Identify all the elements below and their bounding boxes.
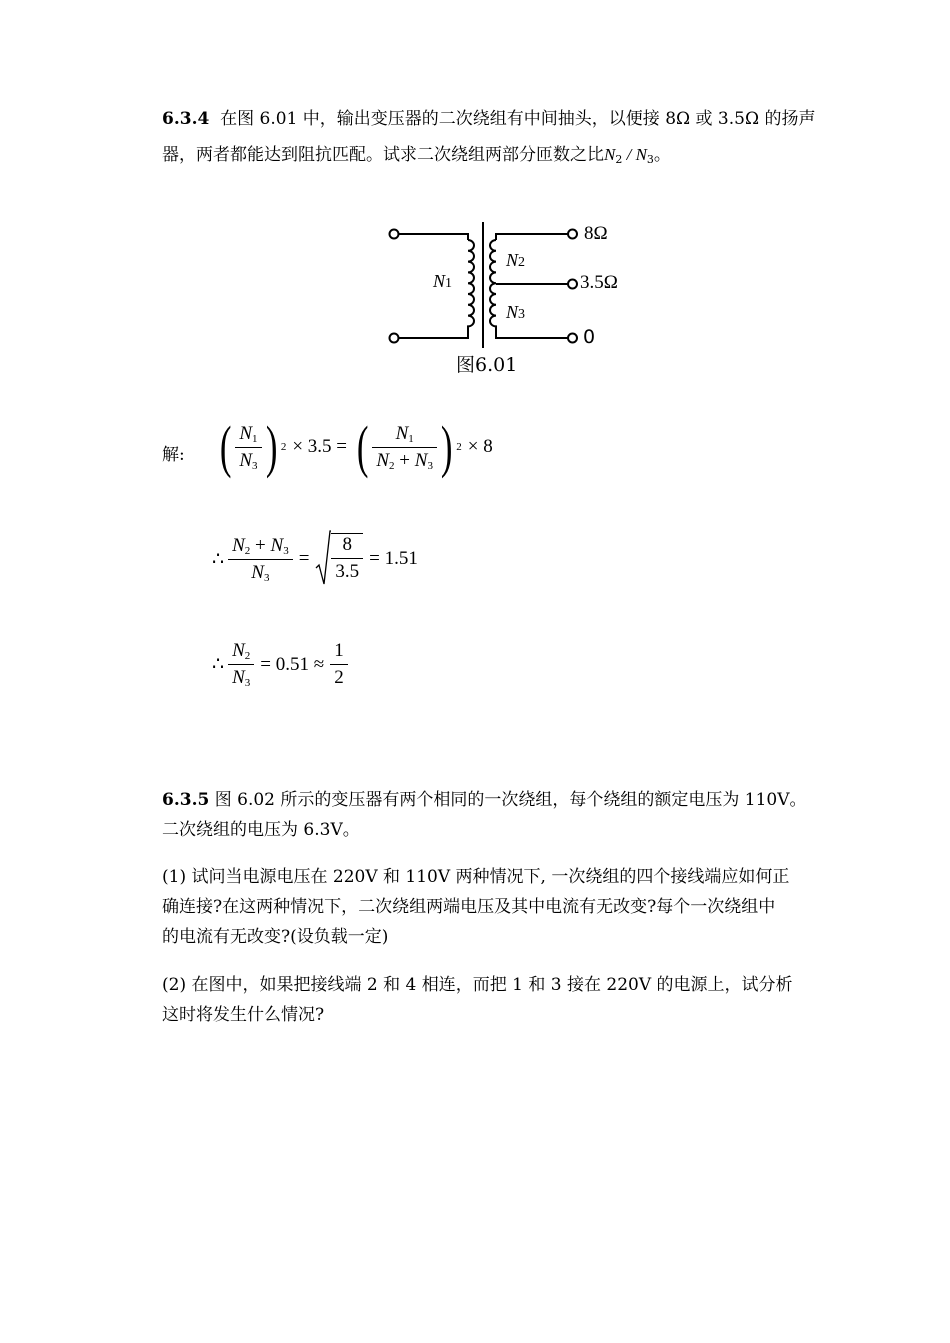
fraction-n2-plus-n3-over-n3: $\frac{N_2 + N_3}{N_3}$	[228, 535, 293, 584]
terminal-label-8ohm: 8Ω	[584, 223, 608, 244]
secondary-lead-bottom	[496, 332, 568, 338]
problem-6-3-5	[162, 785, 862, 845]
paren-open: (	[356, 414, 369, 479]
fraction-one-half: $\frac{1}{2}$	[330, 640, 348, 689]
problem-6-3-4	[162, 104, 862, 175]
paren-close: )	[265, 414, 277, 479]
terminal-label-3-5ohm: 3.5Ω	[580, 272, 618, 293]
label-n2: N2	[506, 250, 526, 270]
terminal-8ohm	[568, 230, 577, 239]
label-n1: N1	[433, 271, 453, 291]
equation-3: ∴ $\frac{N_2}{N_3}$ = 0.51 ≈ $\frac{1}{2}$	[212, 640, 348, 689]
paren-open: (	[219, 414, 232, 479]
problem-6-3-4-line1: 6.3.4 在图 6.01 中，输出变压器的二次绕组有中间抽头，以便接 8Ω 或 3.5Ω 的扬声	[162, 109, 816, 129]
terminal-3-5ohm	[568, 280, 577, 289]
problem-6-3-4-line2: 器，两者都能达到阻抗匹配。试求二次绕组两部分匝数之比$N_2 / N_3$。	[162, 145, 671, 166]
equation-2: ∴ $\frac{N_2 + N_3}{N_3}$ = $\frac{8}{3.5}$ = 1.51	[212, 530, 418, 588]
equation-1: ( $\frac{N_1}{N_3}$ ) 2 × 3.5 = ( $\frac{N_1}{N_2 + N_3}$ ) 2 × 8	[219, 414, 493, 479]
label-n3: N3	[506, 302, 526, 322]
question-2: (2) 在图中，如果把接线端 2 和 4 相连，而把 1 和 3 接在 220V 的电源上，试分析 这时将发生什么情况?	[162, 975, 793, 1025]
secondary-coil	[490, 240, 496, 332]
terminal-0	[568, 334, 577, 343]
primary-terminal-top	[390, 230, 399, 239]
question-1: (1) 试问当电源电压在 220V 和 110V 两种情况下, 一次绕组的四个接线端应如何正 确连接?在这两种情况下，二次绕组两端电压及其中电流有无改变?每个一次绕组中 的电流有无改变?(设负载一定)	[162, 867, 790, 947]
therefore-symbol: ∴	[212, 548, 225, 570]
radical-sign	[315, 530, 331, 588]
problem-number: 6.3.4	[162, 109, 210, 129]
solution-label: 解:	[162, 445, 185, 465]
problem-number: 6.3.5	[162, 790, 210, 810]
fraction-8-over-3-5: $\frac{8}{3.5}$	[331, 533, 363, 583]
square-root	[315, 530, 363, 588]
primary-lead-top	[399, 234, 469, 240]
problem-6-3-5-line1: 6.3.5 图 6.02 所示的变压器有两个相同的一次绕组，每个绕组的额定电压为 110V。	[162, 790, 807, 810]
primary-terminal-bottom	[390, 334, 399, 343]
primary-coil	[468, 240, 474, 332]
primary-lead-bottom	[399, 332, 469, 338]
therefore-symbol: ∴	[212, 654, 225, 675]
paren-close: )	[440, 414, 453, 479]
fraction-n1-over-n2-plus-n3: $\frac{N_1}{N_2 + N_3}$	[372, 423, 437, 472]
fraction-n1-over-n3: $\frac{N_1}{N_3}$	[235, 423, 261, 472]
problem-6-3-5-line2: 二次绕组的电压为 6.3V。	[162, 820, 360, 840]
figure-caption: 图6.01	[456, 354, 518, 376]
fraction-n2-over-n3: $\frac{N_2}{N_3}$	[228, 640, 254, 689]
secondary-lead-top	[496, 234, 568, 240]
terminal-label-0: 0	[583, 326, 596, 348]
